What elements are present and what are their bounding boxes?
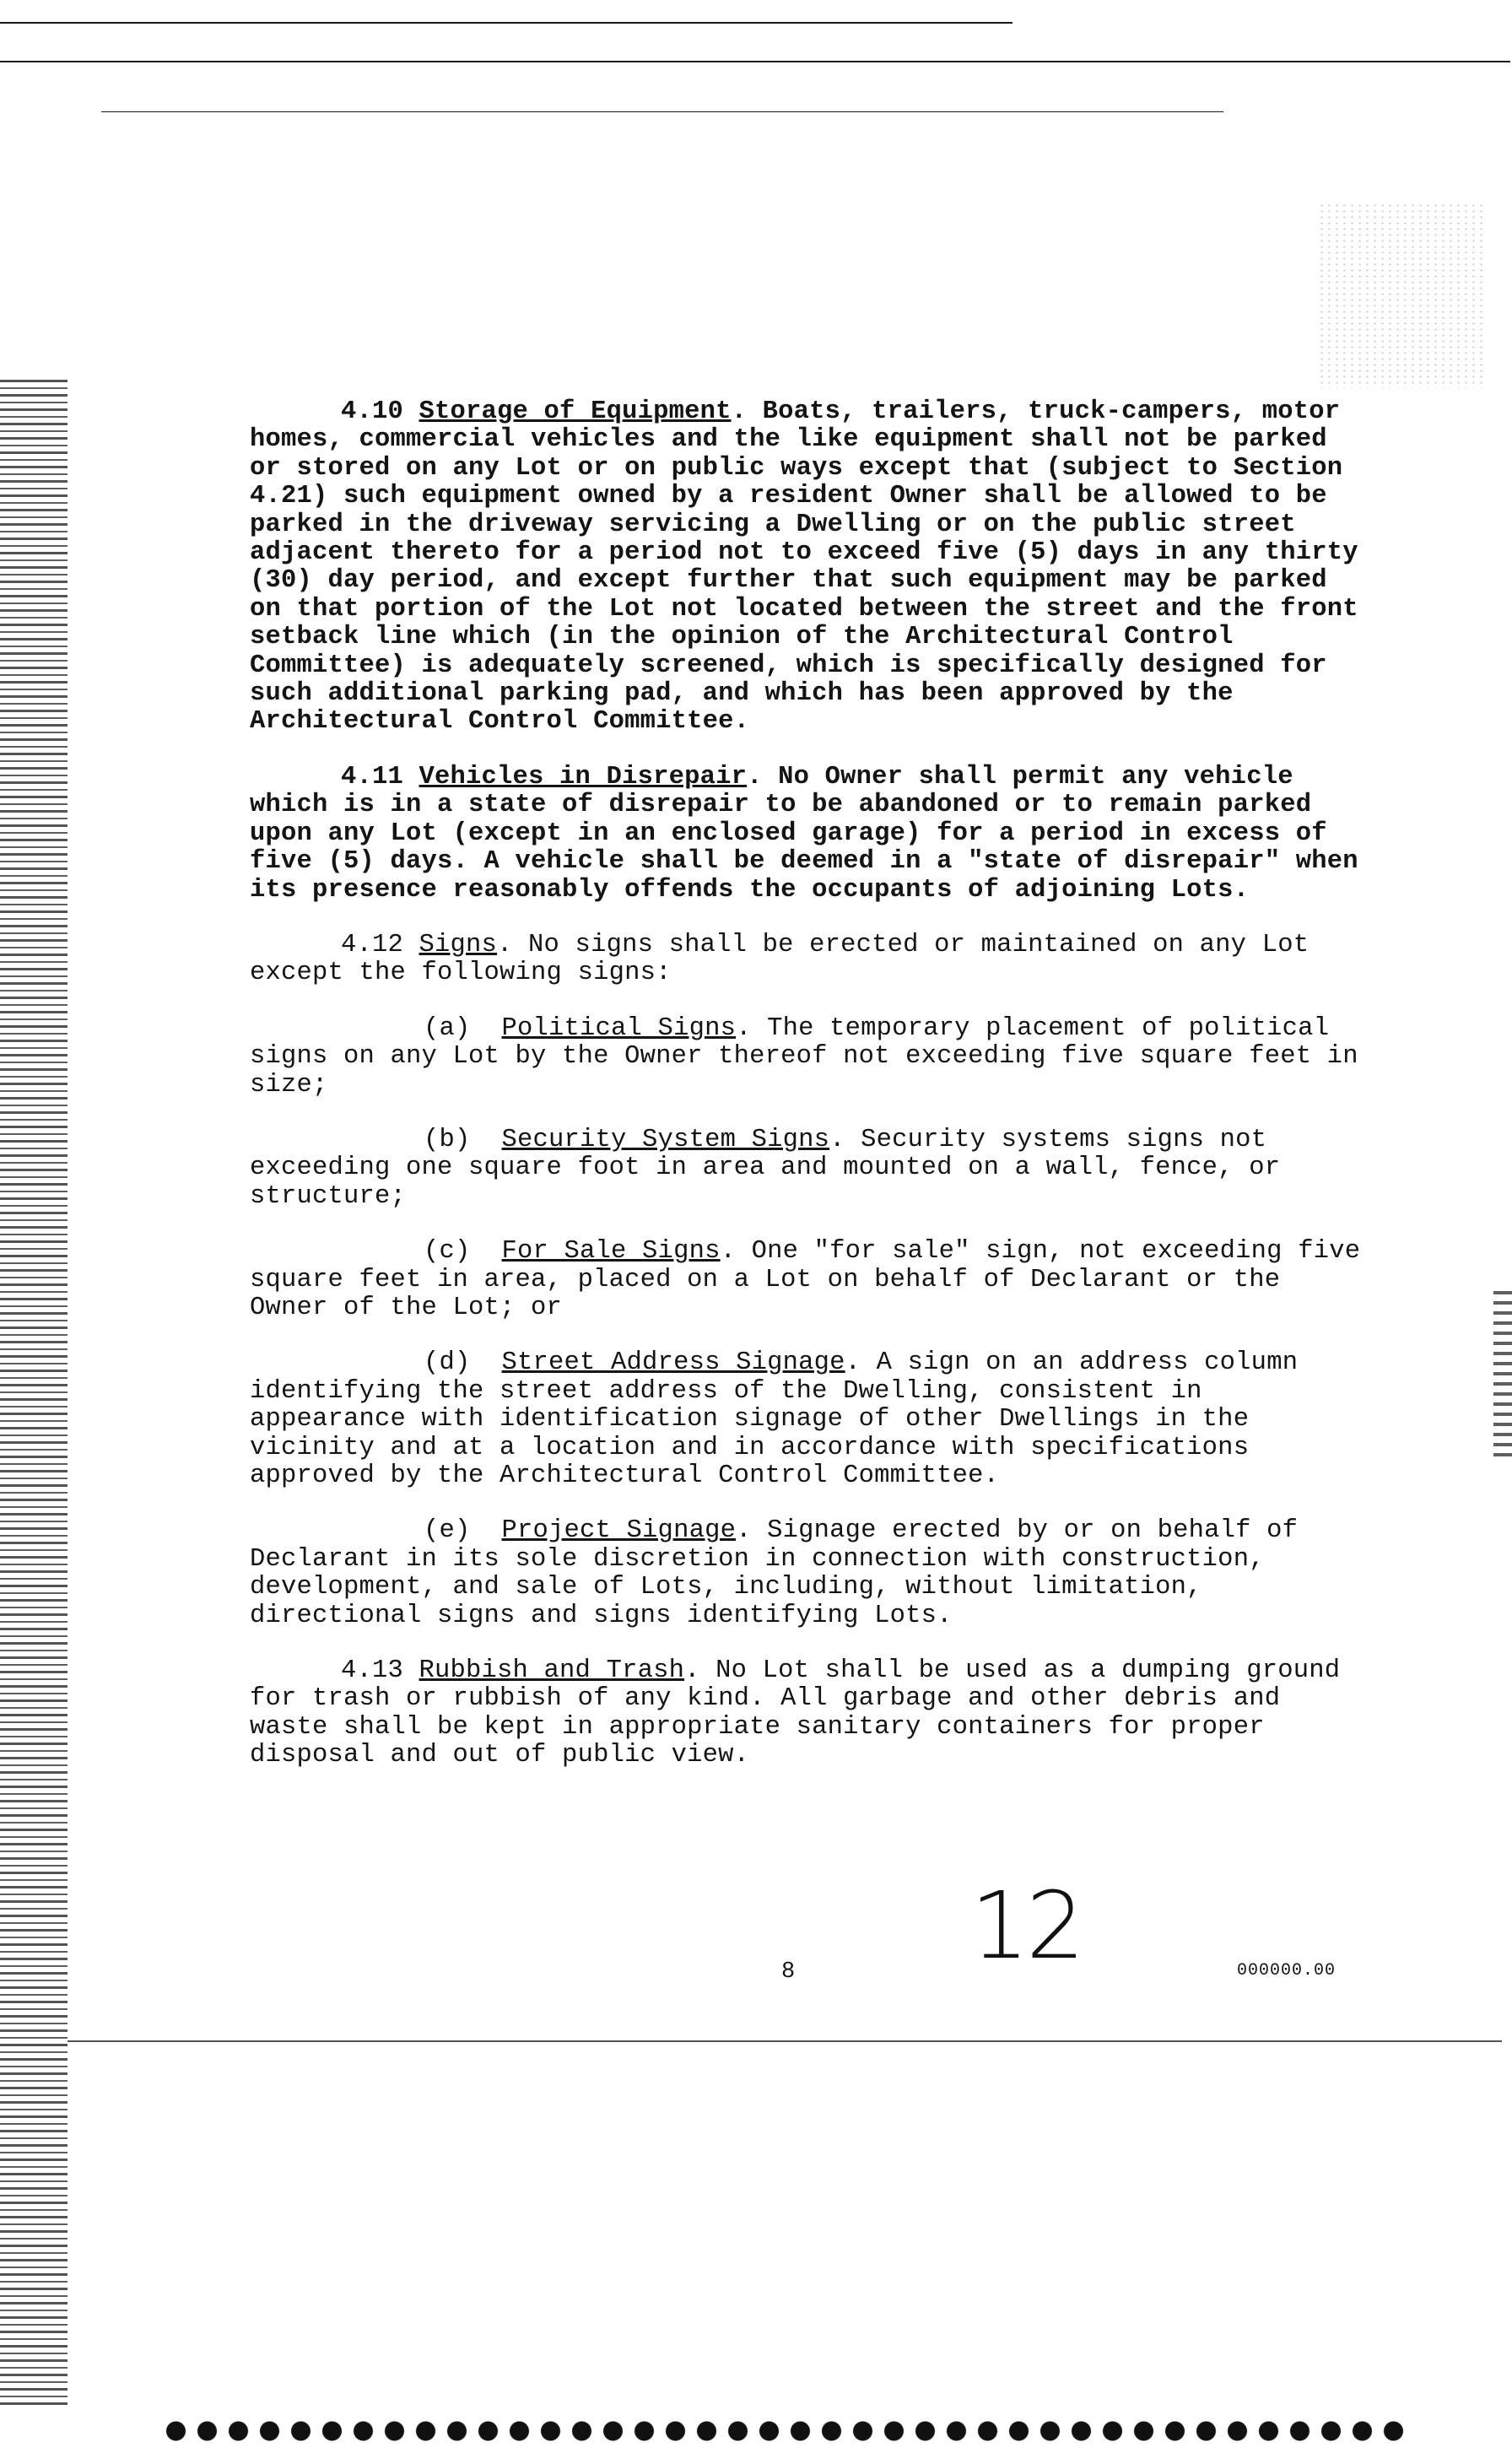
item-text: . Signage erected by or on behalf of Declarant in its sole discretion in connection with construction, development, and sale of Lots, including, without limitation, directional signs and signs identifying Lots.: [250, 1516, 1314, 1630]
document-body: [250, 397, 1376, 1797]
sign-item-d: [250, 1349, 1372, 1490]
item-letter: (e): [424, 1516, 471, 1546]
item-letter: (b): [424, 1125, 471, 1154]
item-heading: Security System Signs: [501, 1125, 830, 1154]
sign-item-b: [250, 1127, 1372, 1211]
sign-item-c: [250, 1237, 1376, 1322]
scan-rule-top-2: [0, 61, 1510, 62]
scan-speckle: [1318, 203, 1487, 388]
scan-edge-right: [1493, 1291, 1512, 1460]
section-heading: Vehicles in Disrepair: [418, 762, 748, 792]
item-text: . Security systems signs not exceeding one square foot in area and mounted on a wall, fence, or structure;: [250, 1125, 1296, 1211]
section-heading: Signs: [418, 930, 498, 959]
page-number: 8: [781, 1959, 796, 1985]
scan-edge-left: [0, 380, 68, 2405]
document-id: 000000.00: [1237, 1961, 1336, 1980]
item-letter: (a): [424, 1013, 471, 1043]
section-number: 4.13: [341, 1656, 404, 1686]
section-4-12: [250, 932, 1372, 988]
section-heading: Rubbish and Trash: [418, 1656, 685, 1686]
item-heading: For Sale Signs: [501, 1237, 721, 1267]
section-text: . No Lot shall be used as a dumping ground for trash or rubbish of any kind. All garbage and other debris and waste shall be kept in appropriate sanitary containers for proper disposal and out of public view.: [250, 1656, 1356, 1770]
item-text: . One "for sale" sign, not exceeding five square feet in area, placed on a Lot on behalf of Declarant or the Owner of the Lot; or: [250, 1237, 1376, 1322]
sign-item-a: [250, 1015, 1372, 1100]
section-4-10: [250, 398, 1372, 737]
section-4-11: [250, 764, 1372, 905]
item-text: . A sign on an address column identifying the street address of the Dwelling, consistent in appearance with identification signage of other Dwellings in the vicinity and at a location and in accordance with specifications approved by the Architectural Control Committee.: [250, 1348, 1314, 1490]
item-letter: (d): [424, 1348, 471, 1378]
section-number: 4.11: [341, 762, 404, 792]
item-heading: Street Address Signage: [501, 1348, 845, 1378]
item-heading: Political Signs: [501, 1013, 737, 1043]
section-heading: Storage of Equipment: [418, 397, 732, 426]
handwritten-page-number: 12: [970, 1872, 1082, 1980]
sign-item-e: [250, 1517, 1372, 1630]
item-heading: Project Signage: [501, 1516, 737, 1546]
section-number: 4.12: [341, 930, 404, 959]
item-text: . The temporary placement of political signs on any Lot by the Owner thereof not exceeding five square feet in size;: [250, 1013, 1374, 1100]
section-text: . No Owner shall permit any vehicle which is in a state of disrepair to be abandoned or to remain parked upon any Lot (except in an enclosed garage) for a period in excess of five (5) days. A vehicle shall be deemed in a "state of disrepair" when its presence reasonably offends the occupants of adjoining Lots.: [250, 762, 1374, 905]
section-4-13: [250, 1657, 1372, 1770]
scan-rule-top: [0, 22, 1012, 24]
item-letter: (c): [424, 1237, 471, 1267]
scan-bullet-strip: [160, 2420, 1409, 2442]
section-number: 4.10: [341, 397, 404, 426]
section-text: . Boats, trailers, truck-campers, motor homes, commercial vehicles and the like equipment shall not be parked or stored on any Lot or on public ways except that (subject to Section 4.21) such equipment owned by a resident Owner shall be allowed to be parked in the driveway servicing a Dwelling or on the public street adjacent thereto for a period not to exceed five (5) days in any thirty (30) day period, and except further that such equipment may be parked on that portion of the Lot not located between the street and the front setback line which (in the opinion of the Architectural Control Committee) is adequately screened, which is specifically designed for such additional parking pad, and which has been approved by the Architectural Control Committee.: [250, 397, 1374, 737]
section-text: . No signs shall be erected or maintained on any Lot except the following signs:: [250, 930, 1325, 988]
scan-rule-top-3: [101, 111, 1223, 112]
scan-rule-bottom: [68, 2040, 1502, 2042]
